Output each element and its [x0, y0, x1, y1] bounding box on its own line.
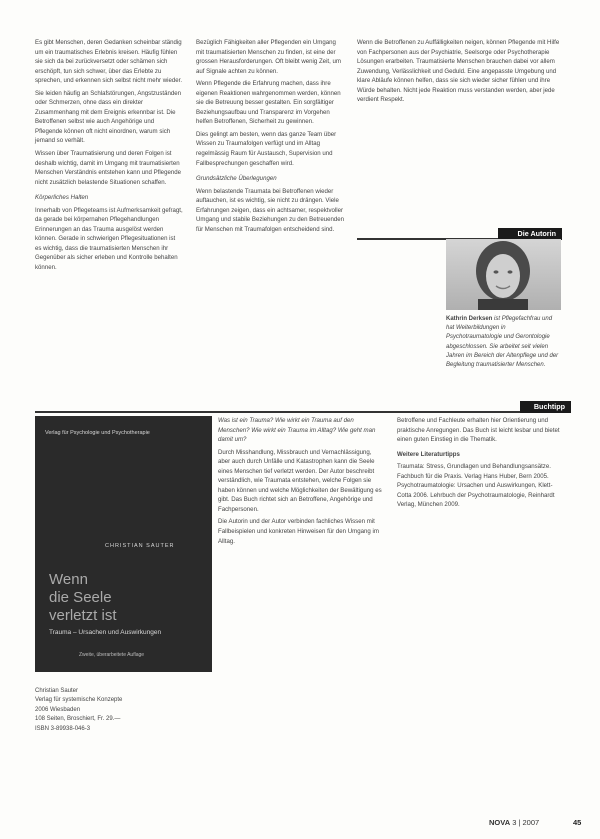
issue-number: 3 | 2007 [512, 818, 540, 827]
subheading: Grundsätzliche Überlegungen [196, 175, 277, 183]
paragraph: Bezüglich Fähigkeiten aller Pflegenden ein Umgang mit traumatisierten Menschen zu finden, ist eine der grossen Herausforderungen. Oft bleibt wenig Zeit, um auf Signale achten zu können. [196, 39, 341, 75]
review-column [218, 416, 383, 549]
author-heading: Die Autorin [498, 228, 562, 240]
article-column-1 [35, 38, 183, 276]
cover-title-line: verletzt ist [49, 607, 117, 624]
cover-edition: Zweite, überarbeitete Auflage [79, 652, 145, 658]
cover-subtitle: Trauma – Ursachen und Auswirkungen [49, 629, 162, 636]
subheading: Körperliches Halten [35, 194, 89, 202]
author-portrait [446, 239, 561, 310]
divider [35, 411, 562, 413]
paragraph: Wenn Pflegende die Erfahrung machen, dass ihre eigenen Reaktionen wahrgenommen werden, können sie die Betreuung besser gestalten. Ein sorgfältiger Beziehungsaufbau und Transparenz im Vorgehen helfen Betroffenen, Sicherheit zu gewinnen. [196, 80, 341, 126]
magazine-name: NOVA [489, 818, 511, 827]
book-detail-line: 108 Seiten, Broschiert, Fr. 29.— [35, 716, 121, 723]
paragraph: Wenn belastende Traumata bei Betroffenen wieder auftauchen, ist es wichtig, sie nicht zu drängen. Viele Erfahrungen zeigen, dass ein achtsamer, respektvoller Umgang und stabile Beziehungen zu den Betreuenden für Menschen mit Traumafolgen entscheidend sind. [196, 187, 345, 233]
article-column-3 [357, 38, 562, 108]
paragraph: Wissen über Traumatisierung und deren Folgen ist deshalb wichtig, damit im Umgang mit traumatisierten Menschen Verständnis entstehen kann und Pflegende nicht zusätzlich belastende Situationen schaffen. [35, 150, 182, 186]
review-text: Durch Misshandlung, Missbrauch und Vernachlässigung, aber auch durch Unfälle und Katastrophen kann die Seele eines Menschen tief verletzt werden. Der Autor beschreibt verständlich, wie Traumata entstehen, welche Folgen sie haben können und welche Möglichkeiten der Bewältigung es gibt. Das Buch richtet sich an Betroffene, Angehörige und Fachpersonen. [218, 448, 382, 513]
cover-author: CHRISTIAN SAUTER [105, 543, 175, 549]
literature-heading: Weitere Literaturtipps [397, 450, 460, 458]
book-detail-line: Verlag für systemische Konzepte [35, 697, 123, 704]
paragraph: Dies gelingt am besten, wenn das ganze Team über Wissen zu Traumafolgen verfügt und im Alltag regelmässig Raum für Austausch, Supervision und Fallbesprechungen geschaffen wird. [196, 130, 337, 167]
book-detail-line: Christian Sauter [35, 688, 79, 694]
cover-publisher: Verlag für Psychologie und Psychotherapie [45, 430, 150, 436]
booktip-heading: Buchtipp [520, 401, 571, 413]
review-lead: Was ist ein Trauma? Wie wirkt ein Trauma auf den Menschen? Wie wirkt ein Trauma im Alltag? Wie geht man damit um? [218, 417, 376, 444]
literature-list: Traumata: Stress, Grundlagen und Behandlungsansätze. Fachbuch für die Praxis. Verlag Hans Huber, Bern 2005. Psychotraumatologie: Ursachen und Auswirkungen, Klett-Cotta 2006. Lehrbuch der Psychotraumatologie, Reinhardt Verlag, München 2009. [397, 463, 555, 509]
book-details [35, 687, 195, 734]
paragraph: Wenn die Betroffenen zu Auffälligkeiten neigen, können Pflegende mit Hilfe von Fachpersonen aus der Psychiatrie, Seelsorge oder Psychotherapie Lösungen erarbeiten. Traumatisierte Menschen brauchen dabei vor allem Zuwendung, Verlässlichkeit und Geduld. Eine angepasste Umgebung und klare Abläufe können helfen, dass sie sich wieder sicher fühlen und ihre Würde behalten. Nicht jede Reaktion muss verstanden werden, aber jede verdient Respekt. [357, 39, 560, 104]
paragraph: Es gibt Menschen, deren Gedanken scheinbar ständig um ein traumatisches Erlebnis kreisen. Häufig fühlen sie sich da bei zurückversetzt oder schämen sich erschöpft, tun sich schwer, über das Erlebte zu sprechen, und erkennen sich selbst nicht mehr wieder. [35, 39, 183, 85]
author-bio [446, 315, 561, 370]
book-detail-line: 2006 Wiesbaden [35, 706, 81, 713]
article-column-2 [196, 38, 345, 237]
paragraph: Innerhalb von Pflegeteams ist Aufmerksamkeit gefragt, da gerade bei körpernahen Pflegehandlungen Erinnerungen an das Trauma ausgelöst werden können. Gerade in schwierigen Pflegesituationen ist es wichtig, dass die traumatisierten Menschen ihr Gegenüber als sicher erleben und Kontrolle behalten können. [35, 206, 183, 272]
review-text: Betroffene und Fachleute erhalten hier Orientierung und praktische Anregungen. Das Buch ist leicht lesbar und bietet einen guten Einstieg in die Thematik. [397, 417, 560, 444]
review-text: Die Autorin und der Autor verbinden fachliches Wissen mit Fallbeispielen und konkreten Hinweisen für den Umgang im Alltag. [218, 518, 379, 545]
author-bio-text: ist Pflegefachfrau und hat Weiterbildungen in Psychotraumatologie und Gerontologie abgeschlossen. Sie arbeitet seit vielen Jahren im Bereich der Altenpflege und der Begleitung traumatisierter Menschen. [446, 316, 559, 369]
page-footer [489, 818, 539, 827]
book-detail-line: ISBN 3-89938-046-3 [35, 725, 91, 732]
page-number: 45 [573, 818, 582, 827]
review-column-right [397, 416, 562, 513]
author-name: Kathrin Derksen [446, 316, 493, 322]
cover-title-line: Wenn [49, 571, 88, 588]
book-cover [35, 416, 212, 672]
portrait-illustration [446, 239, 561, 310]
paragraph: Sie leiden häufig an Schlafstörungen, Angstzuständen oder Schmerzen, ohne dass ein direkter Zusammenhang mit dem Ereignis erkennbar ist. Die Betroffenen selbst wie auch Angehörige und Pflegende können oft nicht einordnen, warum sich jemand so verhält. [35, 89, 182, 145]
cover-title-line: die Seele [49, 589, 112, 606]
